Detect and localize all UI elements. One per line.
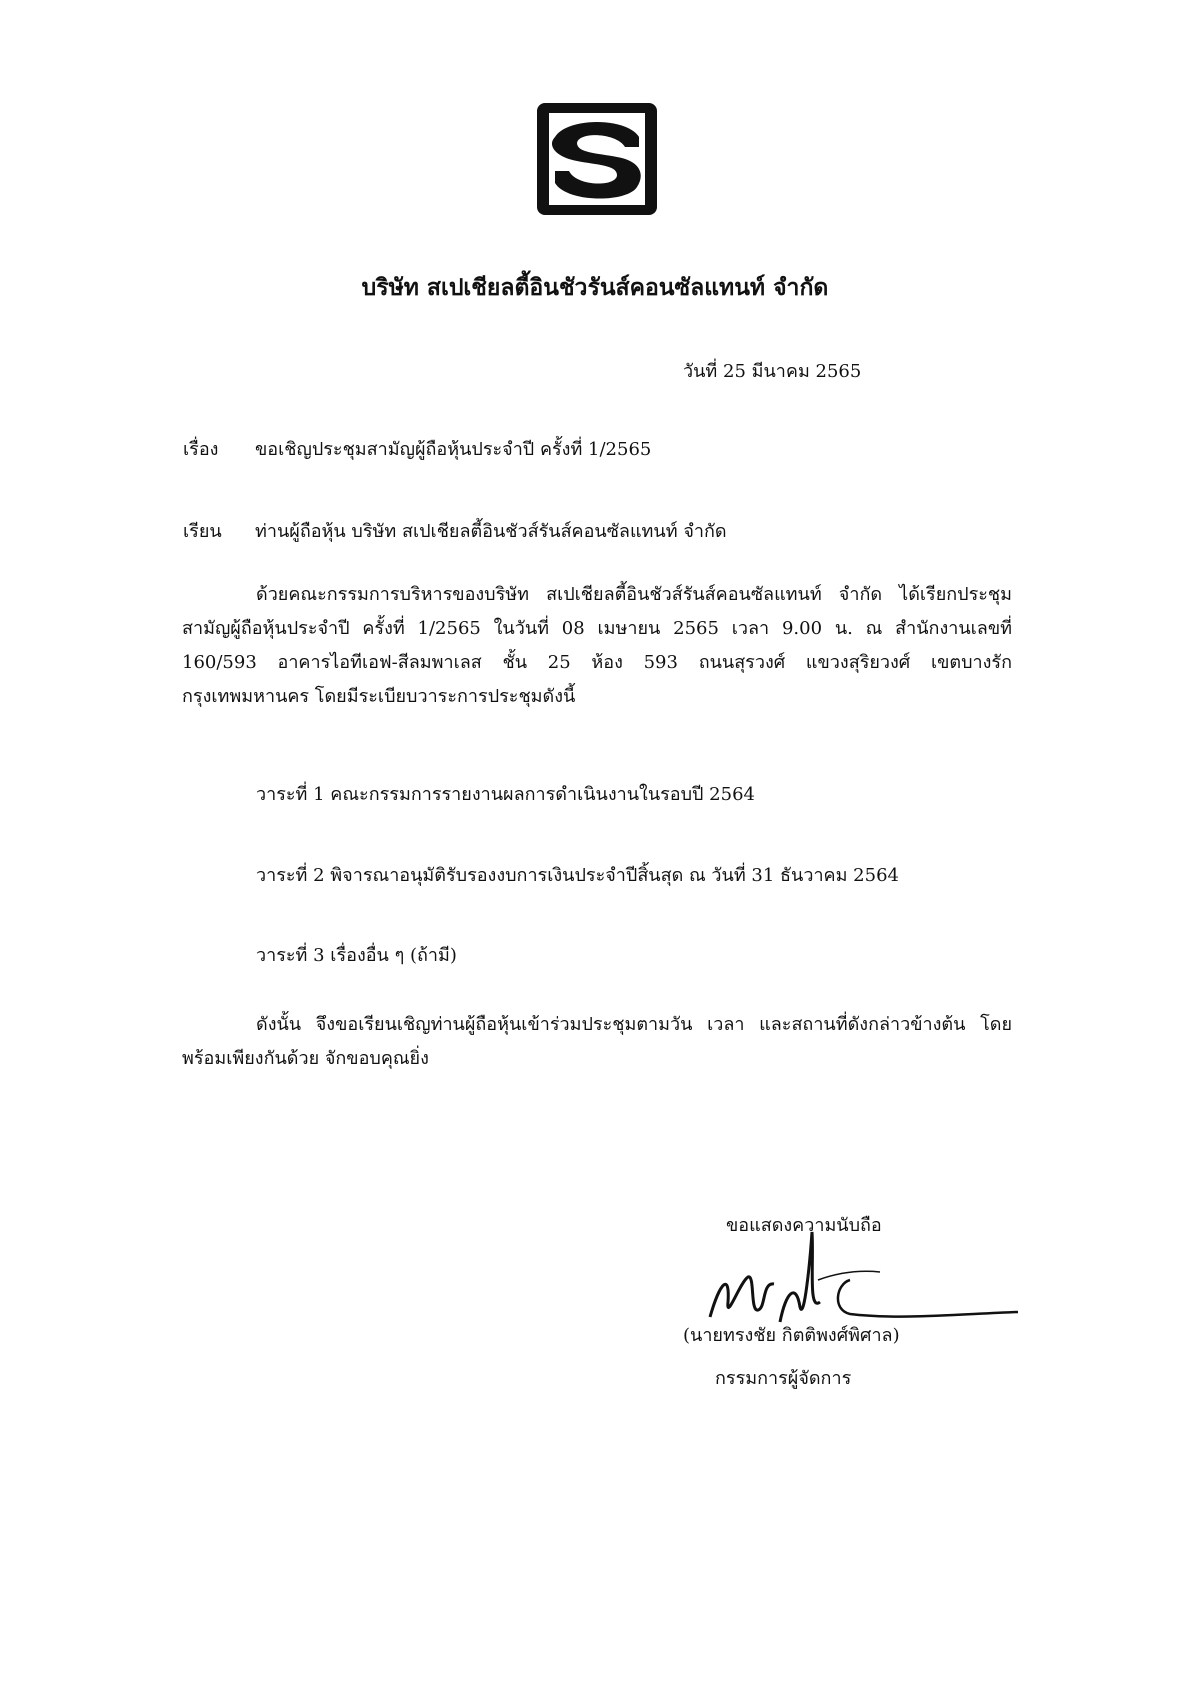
company-s-logo-icon	[537, 103, 657, 215]
agenda-item-3: วาระที่ 3 เรื่องอื่น ๆ (ถ้ามี)	[256, 945, 457, 966]
subject-line	[183, 434, 651, 463]
subject-text: ขอเชิญประชุมสามัญผู้ถือหุ้นประจำปี ครั้งที่ 1/2565	[255, 439, 652, 460]
recipient-text: ท่านผู้ถือหุ้น บริษัท สเปเชียลตี้อินชัวส์รันส์คอนซัลแทนท์ จำกัด	[255, 521, 727, 542]
recipient-label: เรียน	[183, 521, 222, 542]
recipient-line	[183, 516, 727, 545]
body-paragraph-2: ดังนั้น จึงขอเรียนเชิญท่านผู้ถือหุ้นเข้าร่วมประชุมตามวัน เวลา และสถานที่ดังกล่าวข้างต้น โดยพร้อมเพียงกันด้วย จักขอบคุณยิ่ง	[182, 1014, 1012, 1069]
signer-position: กรรมการผู้จัดการ	[715, 1368, 852, 1389]
subject-label: เรื่อง	[183, 439, 219, 460]
agenda-item-1: วาระที่ 1 คณะกรรมการรายงานผลการดำเนินงานในรอบปี 2564	[256, 784, 755, 805]
letter-date: วันที่ 25 มีนาคม 2565	[683, 361, 862, 382]
body-paragraph-1: ด้วยคณะกรรมการบริหารของบริษัท สเปเชียลตี้อินชัวส์รันส์คอนซัลแทนท์ จำกัด ได้เรียกประชุมสามัญผู้ถือหุ้นประจำปี ครั้งที่ 1/2565 ในวันที่ 08 เมษายน 2565 เวลา 9.00 น. ณ สำนักงานเลขที่ 160/593 อาคารไอทีเอฟ-สีลมพาเลส ชั้น 25 ห้อง 593 ถนนสุรวงศ์ แขวงสุริยวงศ์ เขตบางรัก กรุงเทพมหานคร โดยมีระเบียบวาระการประชุมดังนี้	[182, 584, 1012, 707]
agenda-item-2: วาระที่ 2 พิจารณาอนุมัติรับรองงบการเงินประจำปีสิ้นสุด ณ วันที่ 31 ธันวาคม 2564	[256, 865, 899, 886]
signer-name: (นายทรงชัย กิตติพงศ์พิศาล)	[683, 1325, 900, 1346]
company-name-heading: บริษัท สเปเชียลตี้อินชัวรันส์คอนซัลแทนท์ จำกัด	[361, 274, 829, 301]
closing-salutation: ขอแสดงความนับถือ	[726, 1215, 882, 1236]
